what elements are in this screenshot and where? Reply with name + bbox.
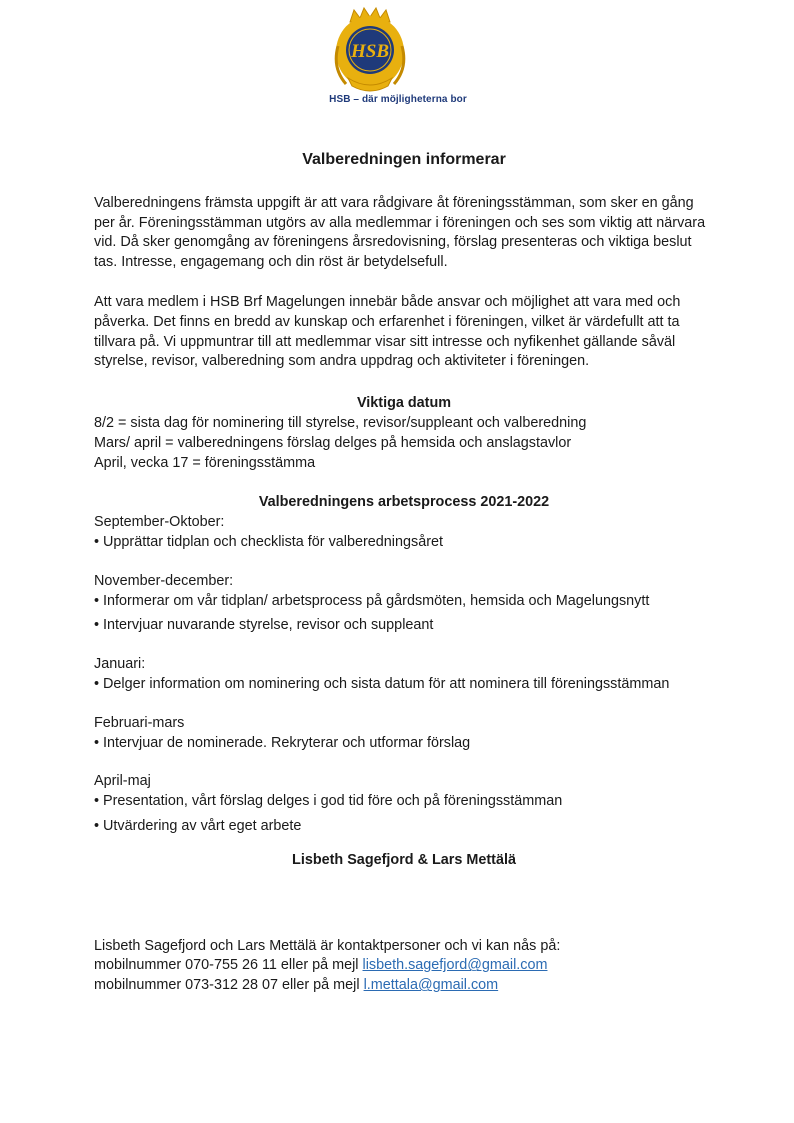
membership-paragraph: Att vara medlem i HSB Brf Magelungen innebär både ansvar och möjlighet att vara med och påverka. Det finns en bredd av kunskap och erfarenhet i föreningen, vilket är värdefullt att ta tillvara på. Vi uppmuntrar till att medlemmar visar sitt intresse och nyfikenhet gällande såväl styrelse, revisor, valberedning som andra uppdrag och aktiviteter i föreningen. [94,293,681,370]
dates-heading: Viktiga datum [356,395,452,412]
process-bullet: • Intervjuar de nominerade. Rekryterar och utformar förslag [94,734,471,751]
page-title: Valberedningen informerar [302,151,506,168]
period-label: April-maj [94,773,151,790]
hsb-logo [298,6,498,110]
period-label: Februari-mars [94,714,185,731]
contact-row [94,956,714,976]
hsb-crest-icon [330,6,410,92]
contact-row [94,976,714,996]
email-link-lisbeth[interactable]: lisbeth.sagefjord@gmail.com [362,957,548,974]
process-bullet: • Intervjuar nuvarande styrelse, revisor och suppleant [94,617,434,634]
period-label: September-Oktober: [94,514,225,531]
process-bullet: • Informerar om vår tidplan/ arbetsprocess på gårdsmöten, hemsida och Magelungsnytt [94,592,650,609]
intro-paragraph: Valberedningens främsta uppgift är att vara rådgivare åt föreningsstämman, som sker en gång per år. Föreningsstämman utgörs av alla medlemmar i föreningen och ses som viktig att närvara vid. Då sker genomgång av föreningens årsredovisning, förslag presenteras och viktiga beslut tas. Intresse, engagemang och din röst är betydelsefull. [94,194,706,271]
process-bullet: • Upprättar tidplan och checklista för valberedningsåret [94,533,444,550]
process-bullet: • Utvärdering av vårt eget arbete [94,817,302,834]
main-content [94,150,714,996]
period-label: November-december: [94,572,234,589]
process-bullet: • Delger information om nominering och sista datum för att nominera till föreningsstämman [94,675,670,692]
contact-phone: mobilnummer 070-755 26 11 eller på mejl [94,957,363,974]
date-item: Mars/ april = valberedningens förslag delges på hemsida och anslagstavlor [94,434,572,451]
logo-tagline: HSB – där möjligheterna bor [329,94,467,105]
signature: Lisbeth Sagefjord & Lars Mettälä [292,851,516,868]
contact-intro: Lisbeth Sagefjord och Lars Mettälä är kontaktpersoner och vi kan nås på: [94,937,561,954]
email-link-lars[interactable]: l.mettala@gmail.com [363,977,499,994]
contact-phone: mobilnummer 073-312 28 07 eller på mejl [94,977,364,994]
date-item: 8/2 = sista dag för nominering till styrelse, revisor/suppleant och valberedning [94,414,587,431]
process-heading: Valberedningens arbetsprocess 2021-2022 [258,494,550,511]
process-bullet: • Presentation, vårt förslag delges i god tid före och på föreningsstämman [94,793,563,810]
logo-text: HSB [350,41,390,62]
period-label: Januari: [94,656,146,673]
date-item: April, vecka 17 = föreningsstämma [94,454,316,471]
